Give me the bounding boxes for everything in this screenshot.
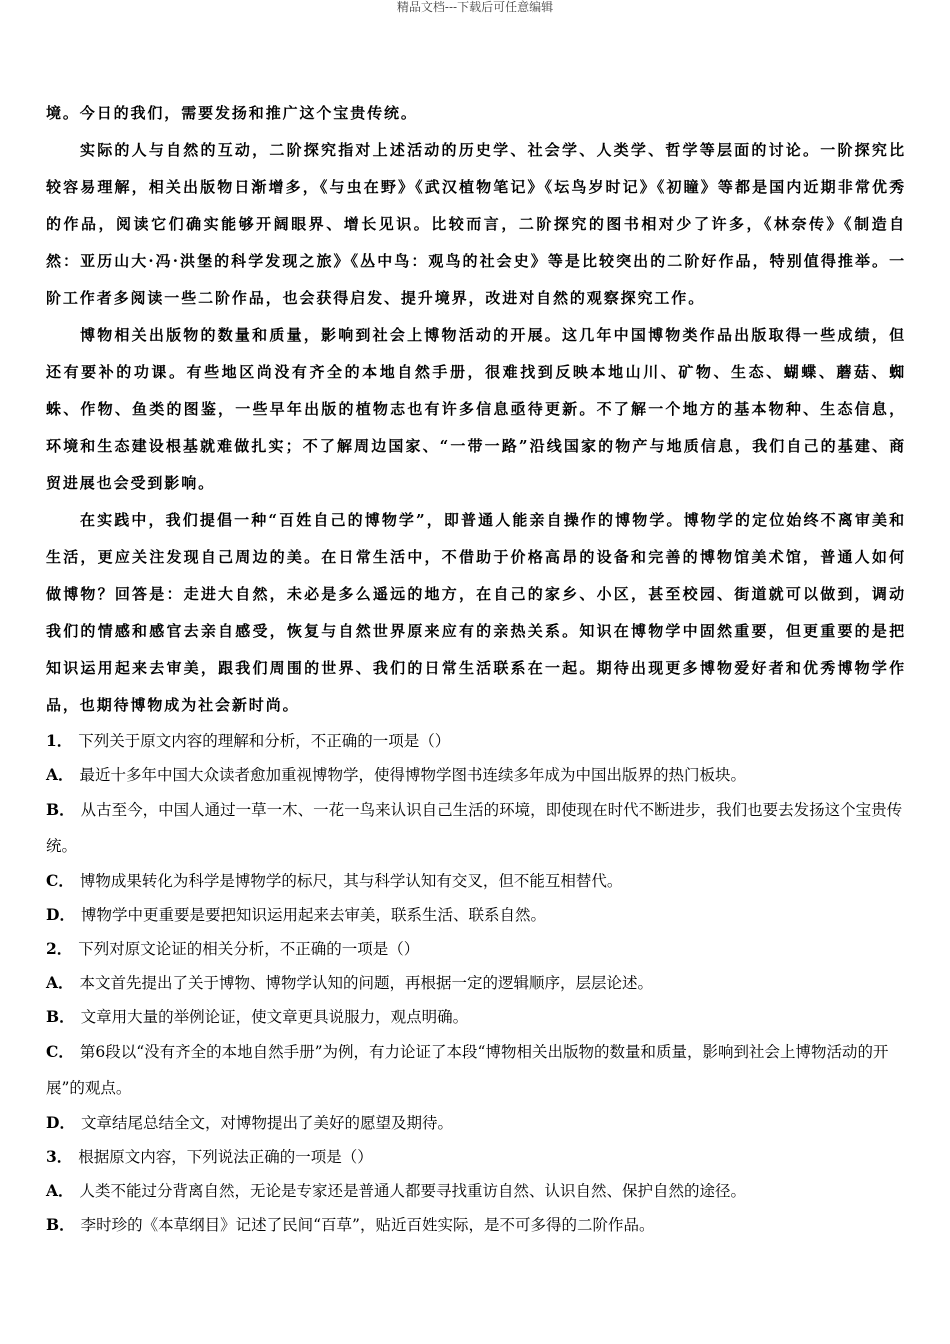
option-1d [46,898,906,932]
paragraph-4: 在实践中，我们提倡一种“百姓自己的博物学”，即普通人能亲自操作的博物学。博物学的定位始终不离审美和生活，更应关注发现自己周边的美。在日常生活中，不借助于价格高昂的设备和完善的博物馆美术馆，普通人如何做博物？回答是：走进大自然，未必是多么遥远的地方，在自己的家乡、小区，甚至校园、街道就可以做到，调动我们的情感和感官去亲自感受，恢复与自然世界原来应有的亲热关系。知识在博物学中固然重要，但更重要的是把知识运用起来去审美，跟我们周围的世界、我们的日常生活联系在一起。期待出现更多博物爱好者和优秀博物学作品，也期待博物成为社会新时尚。 [46,511,906,714]
option-label: D． [46,905,75,924]
option-text: 文章结尾总结全文，对博物提出了美好的愿望及期待。 [80,1114,453,1132]
question-2 [46,932,906,966]
question-number: 2． [46,939,73,958]
option-text: 最近十多年中国大众读者愈加重视博物学，使得博物学图书连续多年成为中国出版界的热门板块。 [79,766,747,784]
option-label: B． [46,1007,75,1026]
option-text: 从古至今，中国人通过一草一木、一花一鸟来认识自己生活的环境，即使现在时代不断进步，我们也要去发扬这个宝贵传统。 [46,801,903,855]
question-1 [46,724,906,758]
option-label: B． [46,1215,75,1234]
question-stem: 根据原文内容，下列说法正确的一项是（） [78,1148,373,1166]
option-text: 李时珍的《本草纲目》记述了民间“百草”，贴近百姓实际，是不可多得的二阶作品。 [80,1216,655,1234]
paragraph-2: 实际的人与自然的互动，二阶探究指对上述活动的历史学、社会学、人类学、哲学等层面的讨论。一阶探究比较容易理解，相关出版物日渐增多，《与虫在野》《武汉植物笔记》《坛鸟岁时记》《初瞳》等都是国内近期非常优秀的作品，阅读它们确实能够开阔眼界、增长见识。比较而言，二阶探究的图书相对少了许多，《林奈传》《制造自然：亚历山大·冯·洪堡的科学发现之旅》《丛中鸟：观鸟的社会史》等是比较突出的二阶好作品，特别值得推举。一阶工作者多阅读一些二阶作品，也会获得启发、提升境界，改进对自然的观察探究工作。 [46,141,906,307]
option-text: 博物成果转化为科学是博物学的标尺，其与科学认知有交叉，但不能互相替代。 [79,872,623,890]
paragraph-1: 境。今日的我们，需要发扬和推广这个宝贵传统。 [46,104,418,122]
option-label: A． [46,1181,74,1200]
option-text: 博物学中更重要是要把知识运用起来去审美，联系生活、联系自然。 [80,906,546,924]
option-3b [46,1208,906,1242]
option-text: 第6段以“没有齐全的本地自然手册”为例，有力论证了本段“博物相关出版物的数量和质量，影响到社会上博物活动的开展”的观点。 [46,1043,889,1097]
question-number: 3． [46,1147,73,1166]
option-label: B． [46,800,75,819]
question-3 [46,1140,906,1174]
question-stem: 下列对原文论证的相关分析，不正确的一项是（） [78,940,420,958]
option-label: A． [46,973,74,992]
paragraph-3: 博物相关出版物的数量和质量，影响到社会上博物活动的开展。这几年中国博物类作品出版取得一些成绩，但还有要补的功课。有些地区尚没有齐全的本地自然手册，很难找到反映本地山川、矿物、生态、蝴蝶、蘑菇、蜘蛛、作物、鱼类的图鉴，一些早年出版的植物志也有许多信息亟待更新。不了解一个地方的基本物种、生态信息，环境和生态建设根基就难做扎实；不了解周边国家、“一带一路”沿线国家的物产与地质信息，我们自己的基建、商贸进展也会受到影响。 [46,326,906,492]
option-2a [46,966,906,1000]
option-text: 文章用大量的举例论证，使文章更具说服力，观点明确。 [80,1008,469,1026]
option-text: 人类不能过分背离自然，无论是专家还是普通人都要寻找重访自然、认识自然、保护自然的途径。 [79,1182,747,1200]
option-label: A． [46,765,74,784]
option-label: D． [46,1113,75,1132]
option-label: C． [46,1042,74,1061]
option-label: C． [46,871,74,890]
option-text: 本文首先提出了关于博物、博物学认知的问题，再根据一定的逻辑顺序，层层论述。 [79,974,654,992]
option-2d [46,1106,906,1140]
option-1b [46,792,906,864]
option-3a [46,1174,906,1208]
option-2b [46,1000,906,1034]
question-number: 1． [46,731,73,750]
document-body [46,95,906,1242]
option-1c [46,864,906,898]
option-2c [46,1034,906,1106]
option-1a [46,758,906,792]
page-header: 精品文档---下载后可任意编辑 [396,0,554,14]
question-stem: 下列关于原文内容的理解和分析，不正确的一项是（） [78,732,451,750]
